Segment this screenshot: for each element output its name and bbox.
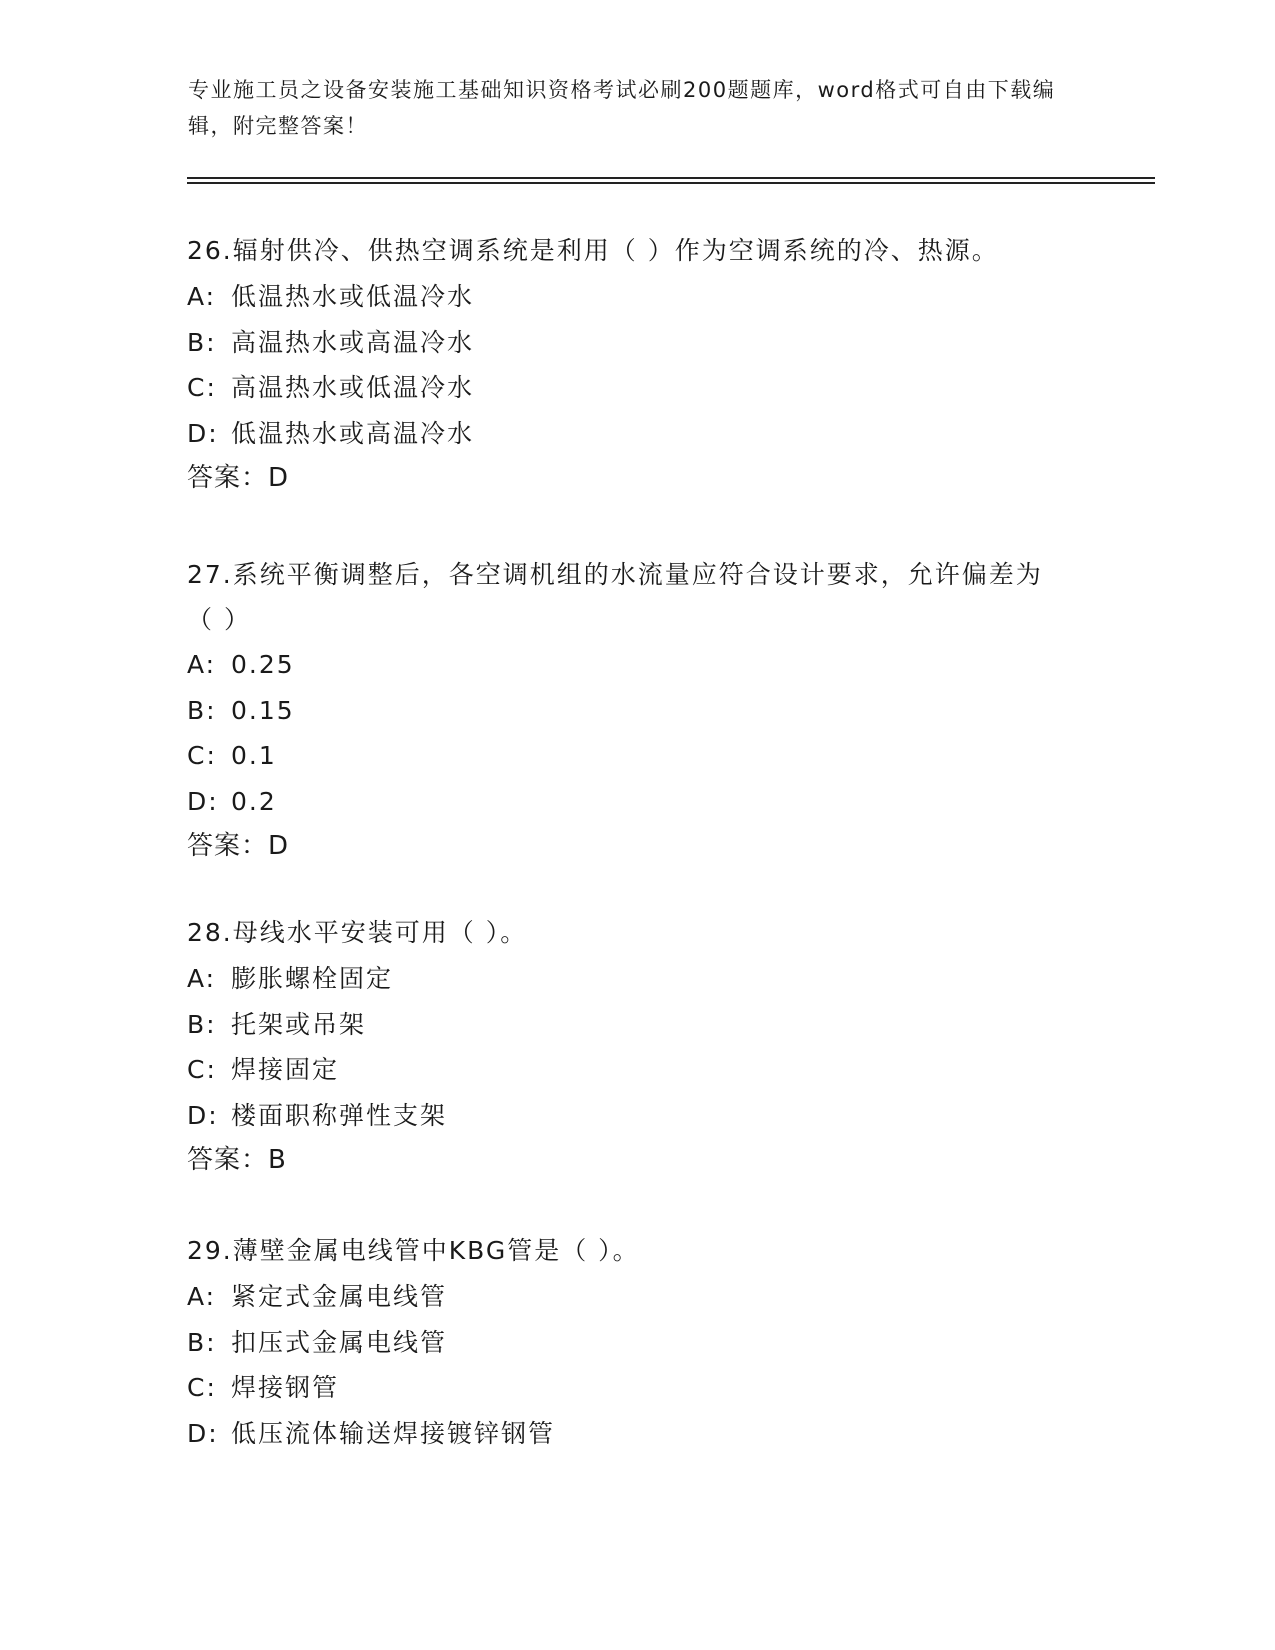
option-d — [187, 779, 1127, 825]
header-divider-top — [187, 177, 1155, 179]
option-key: A: — [187, 1282, 217, 1311]
option-key: C: — [187, 1373, 217, 1402]
option-text: 高温热水或低温冷水 — [231, 373, 475, 402]
question-27 — [187, 552, 1127, 869]
option-a — [187, 642, 1127, 688]
question-26 — [187, 228, 1127, 501]
option-text: 膨胀螺栓固定 — [231, 964, 394, 993]
question-28 — [187, 910, 1127, 1183]
option-text: 低温热水或高温冷水 — [231, 418, 475, 448]
option-key: B: — [187, 1009, 217, 1039]
option-key: C: — [187, 1055, 217, 1084]
option-key: C: — [187, 373, 217, 402]
option-key: B: — [187, 695, 217, 725]
document-header — [188, 72, 1088, 144]
answer-text: 答案：D — [187, 831, 290, 861]
option-key: B: — [187, 327, 217, 357]
option-a — [187, 1274, 1127, 1320]
answer-text: 答案：D — [187, 463, 290, 493]
option-text: 高温热水或高温冷水 — [231, 327, 475, 357]
option-b — [187, 1320, 1127, 1366]
option-key: D: — [187, 1100, 219, 1130]
option-b — [187, 688, 1127, 734]
option-key: D: — [187, 418, 219, 448]
option-key: A: — [187, 964, 217, 993]
option-b — [187, 320, 1127, 366]
option-text: 焊接钢管 — [231, 1373, 340, 1402]
option-d — [187, 1093, 1127, 1139]
option-text: 低压流体输送焊接镀锌钢管 — [231, 1418, 556, 1448]
option-a — [187, 274, 1127, 320]
option-text: 低温热水或低温冷水 — [231, 282, 475, 311]
option-text: 托架或吊架 — [231, 1009, 367, 1039]
header-divider-bottom — [187, 182, 1155, 184]
option-text: 0.2 — [231, 786, 277, 816]
option-text: 楼面职称弹性支架 — [231, 1100, 448, 1130]
answer-text: 答案：B — [187, 1145, 287, 1175]
question-stem: 26.辐射供冷、供热空调系统是利用（ ）作为空调系统的冷、热源。 — [187, 236, 999, 265]
option-text: 紧定式金属电线管 — [231, 1282, 448, 1311]
option-c — [187, 365, 1127, 411]
question-stem: 28.母线水平安装可用（ ）。 — [187, 918, 528, 947]
option-a — [187, 956, 1127, 1002]
option-key: A: — [187, 282, 217, 311]
option-text: 0.25 — [231, 650, 295, 679]
option-key: B: — [187, 1327, 217, 1357]
option-key: D: — [187, 786, 219, 816]
option-d — [187, 1411, 1127, 1457]
option-text: 0.15 — [231, 695, 295, 725]
option-key: D: — [187, 1418, 219, 1448]
question-stem: 29.薄壁金属电线管中KBG管是（ ）。 — [187, 1236, 640, 1265]
option-c — [187, 733, 1127, 779]
option-text: 扣压式金属电线管 — [231, 1327, 448, 1357]
option-c — [187, 1365, 1127, 1411]
question-stem: 27.系统平衡调整后，各空调机组的水流量应符合设计要求，允许偏差为（ ） — [187, 560, 1043, 634]
option-text: 焊接固定 — [231, 1055, 340, 1084]
option-key: C: — [187, 741, 217, 770]
option-c — [187, 1047, 1127, 1093]
option-key: A: — [187, 650, 217, 679]
question-29 — [187, 1228, 1127, 1456]
option-text: 0.1 — [231, 741, 277, 770]
header-title: 专业施工员之设备安装施工基础知识资格考试必刷200题题库，word格式可自由下载编辑，附完整答案！ — [188, 78, 1056, 138]
option-b — [187, 1002, 1127, 1048]
option-d — [187, 411, 1127, 457]
